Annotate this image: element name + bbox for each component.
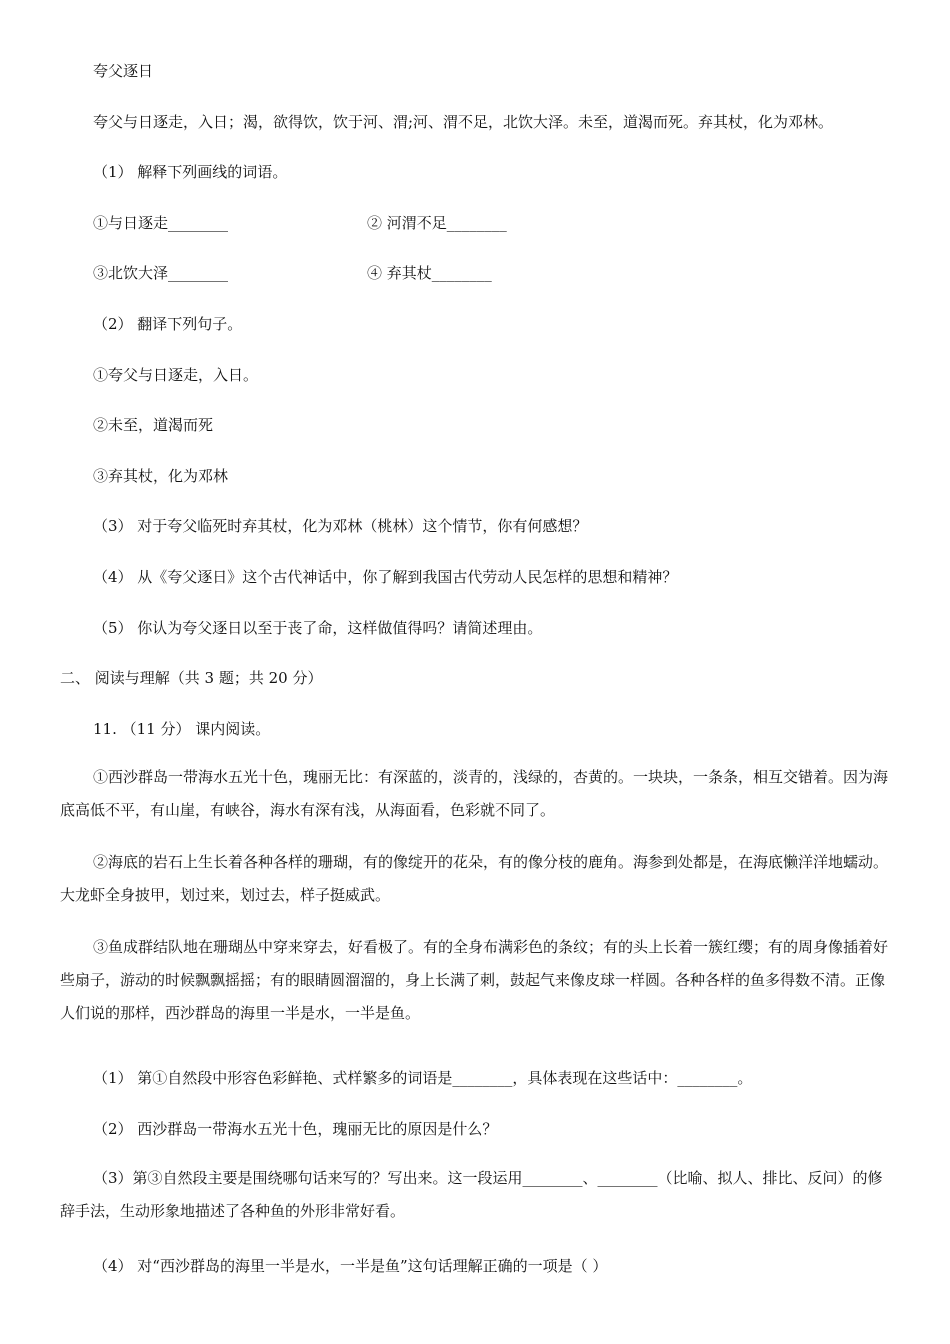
q1-item-1: ①与日逐走________ <box>93 214 229 232</box>
question-4: （4） 从《夸父逐日》这个古代神话中，你了解到我国古代劳动人民怎样的思想和精神？ <box>93 568 678 586</box>
question-1-label: （1） 解释下列画线的词语。 <box>93 163 288 181</box>
sub-question-3: （3）第③自然段主要是围绕哪句话来写的？写出来。这一段运用________、________（比喻、拟人、排比、反问）的修辞手法，生动形象地描述了各种鱼的外形非常好看。 <box>60 1169 883 1220</box>
sub-question-2: （2） 西沙群岛一带海水五光十色，瑰丽无比的原因是什么？ <box>93 1120 498 1138</box>
q2-item-3: ③弃其杖，化为邓林 <box>93 467 229 485</box>
q1-item-3: ③北饮大泽________ <box>93 264 229 282</box>
q2-item-1: ①夸父与日逐走，入日。 <box>93 366 259 384</box>
q2-item-2: ②未至，道渴而死 <box>93 416 214 434</box>
question-2-label: （2） 翻译下列句子。 <box>93 315 243 333</box>
passage-text: 夸父与日逐走，入日；渴，欲得饮，饮于河、渭;河、渭不足，北饮大泽。未至，道渴而死。弃其杖，化为邓林。 <box>93 113 834 131</box>
sub-question-4: （4） 对“西沙群岛的海里一半是水，一半是鱼”这句话理解正确的一项是（ ） <box>93 1257 608 1275</box>
question-11-header: 11. （11 分） 课内阅读。 <box>93 720 271 738</box>
reading-paragraph-1: ①西沙群岛一带海水五光十色，瑰丽无比：有深蓝的，淡青的，浅绿的，杏黄的。一块块，一条条，相互交错着。因为海底高低不平，有山崖，有峡谷，海水有深有浅，从海面看，色彩就不同了。 <box>60 768 889 819</box>
sub-question-1: （1） 第①自然段中形容色彩鲜艳、式样繁多的词语是________，具体表现在这些话中：________。 <box>93 1069 753 1087</box>
section-2-heading: 二、 阅读与理解（共 3 题；共 20 分） <box>60 669 323 687</box>
q1-item-4: ④ 弃其杖________ <box>367 264 492 282</box>
passage-title: 夸父逐日 <box>93 62 154 80</box>
reading-paragraph-3: ③鱼成群结队地在珊瑚丛中穿来穿去，好看极了。有的全身布满彩色的条纹；有的头上长着一簇红缨；有的周身像插着好些扇子，游动的时候飘飘摇摇；有的眼睛圆溜溜的，身上长满了刺，鼓起气来像皮球一样圆。各种各样的鱼多得数不清。正像人们说的那样，西沙群岛的海里一半是水，一半是鱼。 <box>60 938 889 1022</box>
question-3: （3） 对于夸父临死时弃其杖，化为邓林（桃林）这个情节，你有何感想？ <box>93 517 588 535</box>
q1-item-2: ② 河渭不足________ <box>367 214 507 232</box>
reading-paragraph-2: ②海底的岩石上生长着各种各样的珊瑚，有的像绽开的花朵，有的像分枝的鹿角。海参到处都是，在海底懒洋洋地蠕动。大龙虾全身披甲，划过来，划过去，样子挺威武。 <box>60 853 889 904</box>
question-5: （5） 你认为夸父逐日以至于丧了命，这样做值得吗？请简述理由。 <box>93 619 543 637</box>
